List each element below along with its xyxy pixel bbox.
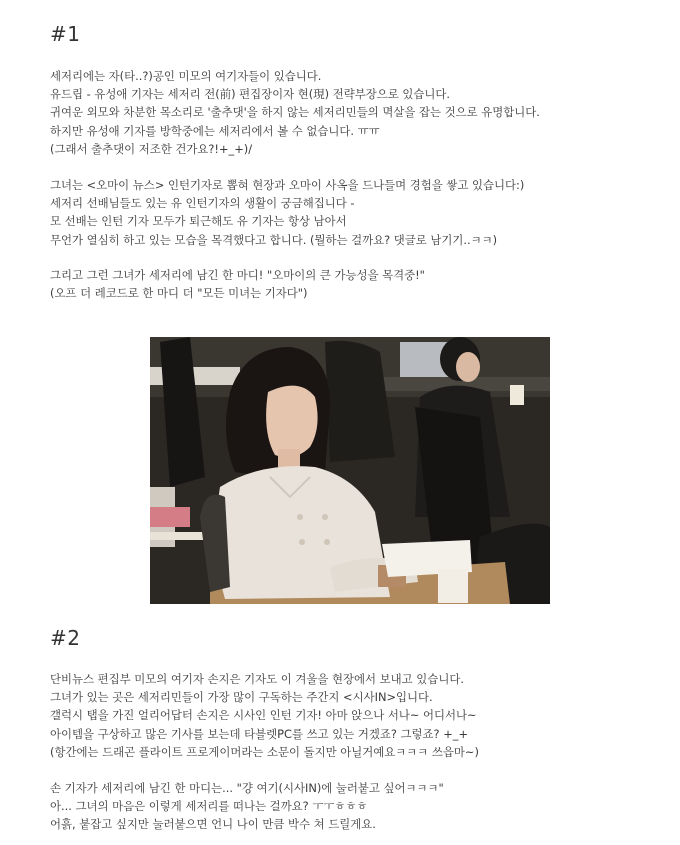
text-line: 그녀가 있는 곳은 세저리민들이 가장 많이 구독하는 주간지 <시사IN>입니다. [50, 690, 433, 705]
section-2-heading: #2 [50, 626, 81, 650]
text-line: 아이템을 구상하고 많은 기사를 보는데 타블렛PC를 쓰고 있는 거겠죠? 그렇죠? +_+ [50, 726, 469, 741]
text-line: 갤럭시 탭을 가진 얼리어답터 손지은 시사인 인턴 기자! 아마 앉으나 서나~ 어디서나~ [50, 708, 477, 723]
section-2-paragraph-1 [50, 670, 650, 761]
section-1-paragraph-3 [50, 266, 650, 302]
section-1-paragraph-2 [50, 176, 650, 249]
section-1-heading: #1 [50, 22, 81, 46]
text-line: (그래서 출추댓이 저조한 건가요?!+_+)/ [50, 141, 253, 156]
text-line: 단비뉴스 편집부 미모의 여기자 손지은 기자도 이 겨울을 현장에서 보내고 있습니다. [50, 672, 464, 686]
text-line: 세저리에는 자(타..?)공인 미모의 여기자들이 있습니다. [50, 69, 322, 83]
text-line: 세저리 선배님들도 있는 유 인턴기자의 생활이 궁금해집니다 - [50, 196, 355, 211]
article-photo [150, 337, 550, 604]
text-line: 그녀는 <오마이 뉴스> 인턴기자로 뽑혀 현장과 오마이 사옥을 드나들며 경험을 쌓고 있습니다:) [50, 178, 525, 192]
text-line: 귀여운 외모와 차분한 목소리로 '출추댓'을 하지 않는 세저리민들의 멱살을 잡는 것으로 유명합니다. [50, 105, 540, 120]
text-line: 하지만 유성애 기자를 방학중에는 세저리에서 볼 수 없습니다. ㅠㅠ [50, 123, 380, 138]
section-2-paragraph-2 [50, 779, 650, 834]
text-line: 손 기자가 세저리에 남긴 한 마디는... "걍 여기(시사IN)에 눌러붙고 싶어ㅋㅋㅋ" [50, 781, 444, 795]
text-line: 무언가 열심히 하고 있는 모습을 목격했다고 합니다. (뭘하는 걸까요? 댓글로 남기기..ㅋㅋ) [50, 232, 498, 247]
text-line: 아... 그녀의 마음은 이렇게 세저리를 떠나는 걸까요? ㅜㅜㅎㅎㅎ [50, 799, 368, 814]
text-line: (항간에는 드래곤 플라이트 프로게이머라는 소문이 돌지만 아닐거예요ㅋㅋㅋ 쓰읍마~) [50, 744, 479, 759]
text-line: 그리고 그런 그녀가 세저리에 남긴 한 마디! "오마이의 큰 가능성을 목격중!" [50, 268, 425, 282]
text-line: (오프 더 레코드로 한 마디 더 "모든 미녀는 기자다") [50, 286, 308, 301]
text-line: 모 선배는 인턴 기자 모두가 퇴근해도 유 기자는 항상 남아서 [50, 214, 347, 229]
section-1-paragraph-1 [50, 67, 650, 158]
text-line: 유드립 - 유성애 기자는 세저리 전(前) 편집장이자 현(現) 전략부장으로 있습니다. [50, 87, 450, 102]
text-line: 어흙, 붙잡고 싶지만 눌러붙으면 언니 나이 만큼 박수 쳐 드릴게요. [50, 817, 376, 832]
